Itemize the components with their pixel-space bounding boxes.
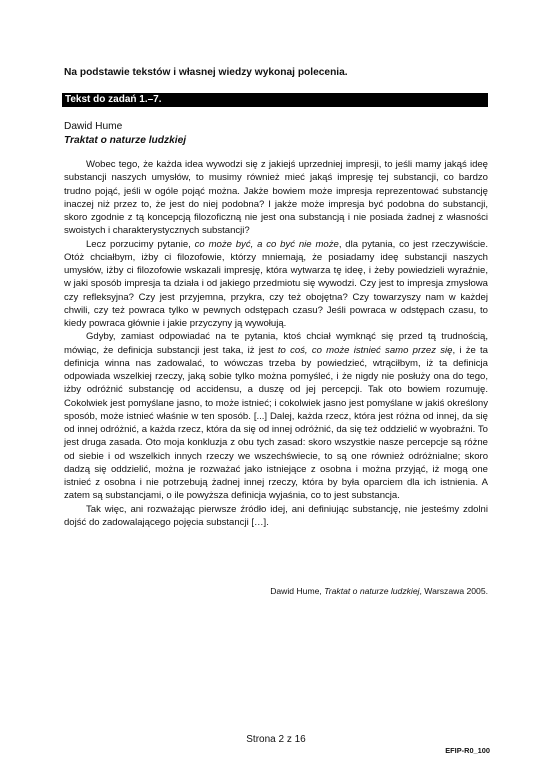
paragraph [64,330,488,502]
paragraph [64,238,488,331]
citation [270,586,488,596]
page-number: Strona 2 z 16 [246,734,306,745]
text-run: Wobec tego, że każda idea wywodzi się z jakiejś uprzedniej impresji, to jeśli mamy jakąś ideę substancji naszych umysłów, to musimy również mieć jakąś impresję tej substancji, co bardzo trudno pojąć, jeśli w ogóle pojąć można. Jakże bowiem może impresja reprezentować substancję inaczej niż przez to, że jest do niej podobna? I jakże może impresja być podobna do substancji, skoro zgodnie z tą koncepcją filozoficzną nie jest ona substancją i nie posiada żadnej z własności swoistych i charakterystycznych substancji? [64,159,488,237]
exam-code: EFIP-R0_100 [445,746,490,755]
italic-phrase: co może być, a co być nie może [194,238,339,250]
source-text [64,158,488,529]
text-run: Lecz porzucimy pytanie, [86,238,195,250]
text-run: Gdyby, zamiast odpowiadać na te pytania, ktoś chciał wymknąć się przed tą trudnością, mówiąc, że definicja substancji jest taka, iż jest [64,331,488,356]
text-title: Traktat o naturze ludzkiej [64,135,187,146]
text-run: , dla pytania, co jest rzeczywiście. Otóż chciałbym, iżby ci filozofowie, którzy mniemają, że posiadamy ideę substancji naszych umysłów, iżby ci filozofowie wskazali impresję, która wytwarza tę ideę, i żeby powiedzieli wyraźnie, w jaki sposób impresja ta działa i od jakiego przedmiotu się wywodzi. Czy jest to impresja zmysłowa czy refleksyjna? Czy jest przyjemna, przykra, czy też obojętna? Czy towarzyszy nam w każdej chwili, czy też powraca tylko w pewnych odstępach czasu? Jeśli powraca w odstępach czasu, to kiedy powraca głównie i jakie przyczyny ją wywołują. [64,238,489,329]
instruction-text: Na podstawie tekstów i własnej wiedzy wykonaj polecenia. [64,67,348,78]
text-author: Dawid Hume [64,121,123,132]
citation-rest: , Warszawa 2005. [419,586,488,596]
paragraph [64,503,488,530]
section-header: Tekst do zadań 1.–7. [62,93,488,107]
italic-phrase: to coś, co może istnieć samo przez się [277,344,453,356]
paragraph [64,158,488,238]
citation-author: Dawid Hume, [270,586,325,596]
text-run: , i że ta definicja winna nas zadowalać, to wówczas trzeba by powiedzieć, wtrąciłbym, iż ta definicja odpowiada wszelkiej rzeczy, jaką sobie tylko można pomyśleć, i że nigdy nie posłuży ona do tego, iżby odróżnić substancję od accidensu, a duszę od jej percepcji. Tak oto bowiem rozumuję. Cokolwiek jest pomyślane jasno, to może istnieć; i cokolwiek jasno jest pomyślane w jakiś określony sposób, może istnieć właśnie w ten sposób. [...] Dalej, każda rzecz, która jest różna od innej, da się od innej odróżnić, a każda rzecz, która da się od innej odróżnić, da się też oddzielić w wyobraźni. To jest druga zasada. Oto moja konkluzja z obu tych zasad: skoro wszystkie nasze percepcje są różne od siebie i od wszelkich innych rzeczy we wszechświecie, to są one również odróżnialne; skoro dadzą się oddzielić, można je rozważać jako istniejące z osobna i można przyjąć, iż mogą one istnieć z osobna i nie potrzebują żadnej innej rzeczy, która by była oparciem dla ich istnienia. A zatem są substancjami, o ile powyższa definicja wyjaśnia, co to jest substancja. [64,344,488,502]
citation-title: Traktat o naturze ludzkiej [324,586,420,596]
text-run: Tak więc, ani rozważając pierwsze źródło idej, ani definiując substancję, nie jesteśmy zdolni dojść do zadowalającego pojęcia substancji […]. [64,503,488,528]
